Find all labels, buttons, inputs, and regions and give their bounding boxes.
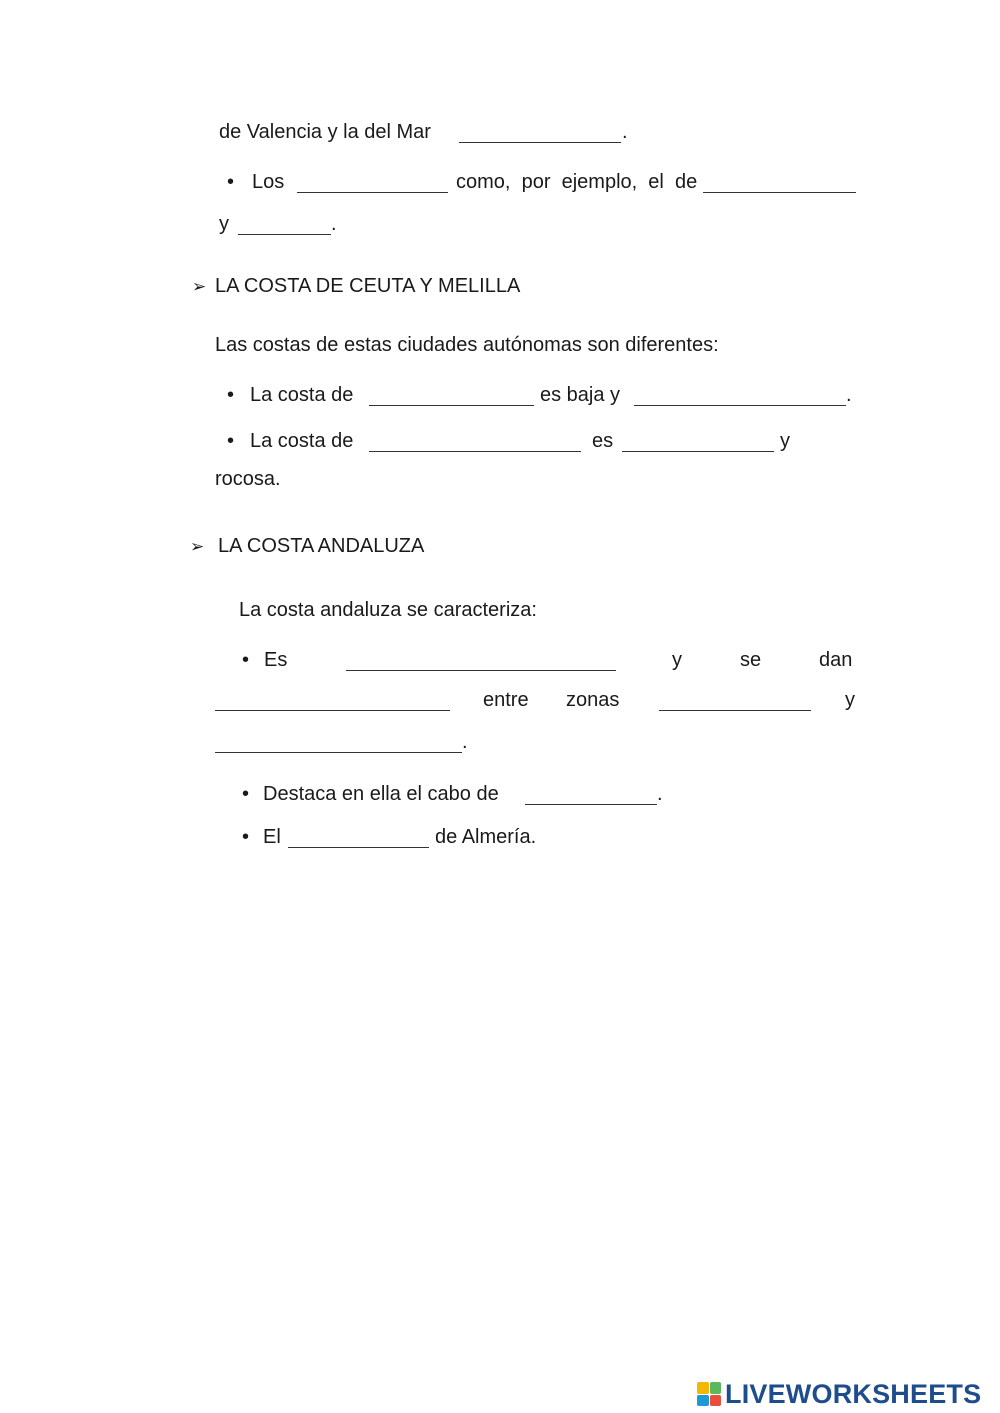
blank-field[interactable] [297, 174, 448, 193]
text-zonas: zonas [566, 689, 620, 711]
arrow-icon: ➢ [192, 277, 207, 296]
text-rocosa: rocosa. [215, 468, 281, 490]
text-los: Los [252, 171, 285, 193]
arrow-icon: ➢ [190, 537, 205, 556]
blank-field[interactable] [659, 692, 811, 711]
blank-field[interactable] [346, 652, 616, 671]
text-la-costa-de: La costa de [250, 430, 354, 452]
text-es: es [592, 430, 614, 452]
blank-field[interactable] [369, 387, 534, 406]
bullet-icon: • [227, 384, 235, 406]
bullet-icon: • [227, 430, 235, 452]
text-es-baja: es baja y [540, 384, 621, 406]
blank-field[interactable] [215, 734, 462, 753]
text-valencia: de Valencia y la del Mar [219, 121, 431, 143]
text-como: como, por ejemplo, el de [456, 171, 698, 193]
blank-field[interactable] [703, 174, 856, 193]
blank-field[interactable] [288, 829, 429, 848]
blank-field[interactable] [238, 216, 331, 235]
text-period: . [846, 384, 852, 406]
text-entre: entre [483, 689, 529, 711]
blank-field[interactable] [459, 124, 621, 143]
blank-field[interactable] [369, 433, 581, 452]
text-es: Es [264, 649, 288, 671]
blank-field[interactable] [525, 786, 657, 805]
paragraph: Las costas de estas ciudades autónomas son diferentes: [215, 334, 719, 356]
text-period: . [622, 121, 628, 143]
text-de-almeria: de Almería. [435, 826, 537, 848]
section-heading: LA COSTA ANDALUZA [218, 535, 425, 557]
bullet-icon: • [242, 826, 250, 848]
text-se: se [740, 649, 762, 671]
bullet-icon: • [242, 783, 250, 805]
blank-field[interactable] [622, 433, 774, 452]
blank-field[interactable] [215, 692, 450, 711]
text-y: y [845, 689, 855, 711]
text-y: y [780, 430, 790, 452]
text-el: El [263, 826, 281, 848]
text-destaca: Destaca en ella el cabo de [263, 783, 499, 805]
bullet-icon: • [242, 649, 250, 671]
bullet-icon: • [227, 171, 235, 193]
section-heading: LA COSTA DE CEUTA Y MELILLA [215, 275, 521, 297]
text-period: . [657, 783, 663, 805]
liveworksheets-brand[interactable] [697, 1378, 981, 1410]
text-la-costa-de: La costa de [250, 384, 354, 406]
text-y: y [672, 649, 682, 671]
text-y: y [219, 213, 229, 235]
brand-name: LIVEWORKSHEETS [725, 1378, 982, 1409]
blank-field[interactable] [634, 387, 846, 406]
liveworksheets-logo-icon [697, 1382, 721, 1406]
paragraph: La costa andaluza se caracteriza: [239, 599, 537, 621]
text-dan: dan [819, 649, 853, 671]
text-period: . [462, 731, 468, 753]
text-period: . [331, 213, 337, 235]
